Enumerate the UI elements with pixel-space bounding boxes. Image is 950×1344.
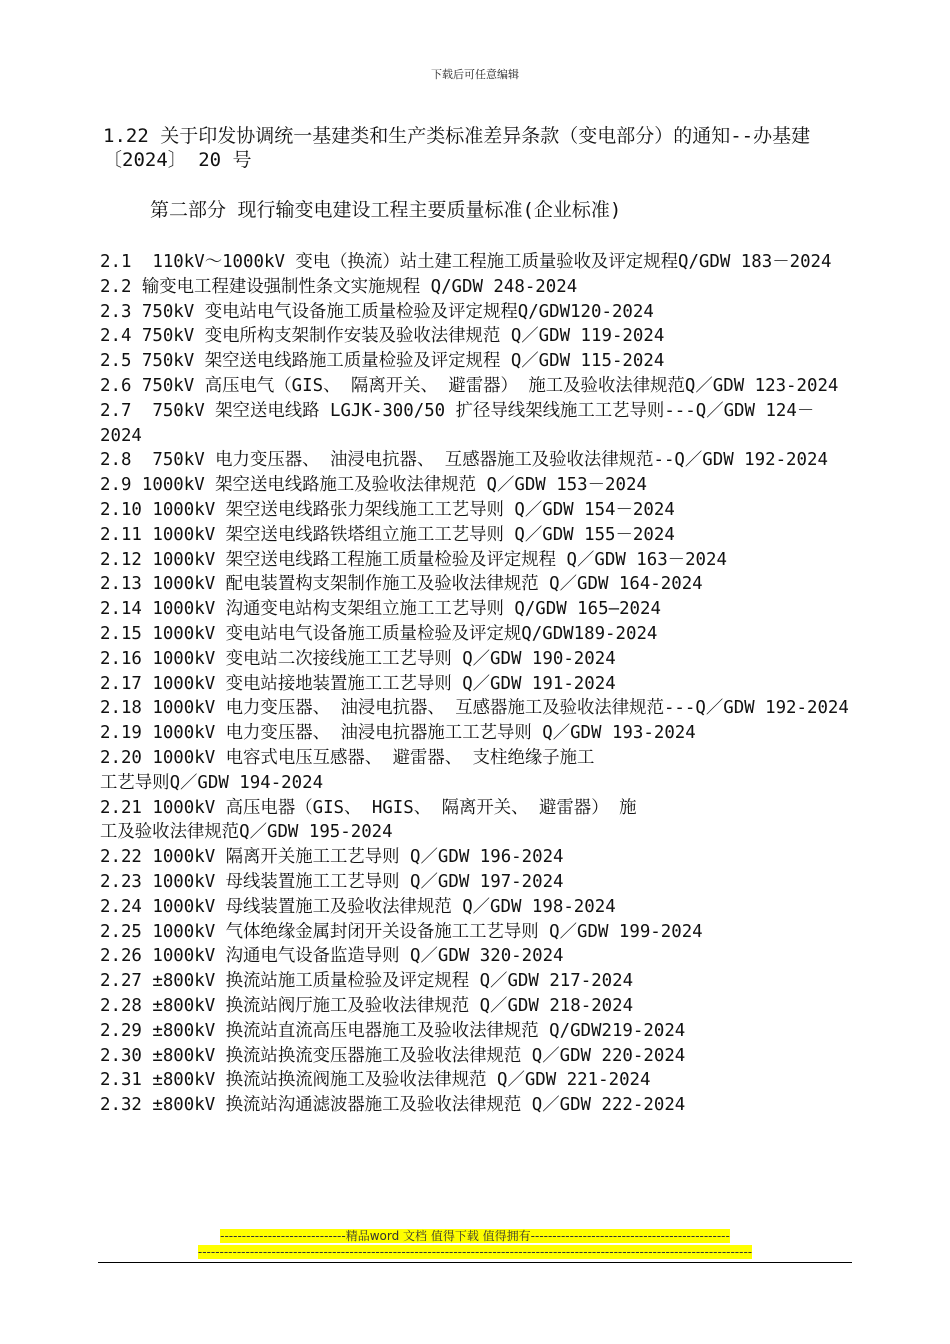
footer-rule [98, 1262, 852, 1263]
standard-item: 2.27 ±800kV 换流站施工质量检验及评定规程 Q／GDW 217-2024 [100, 971, 634, 992]
standard-item: 2.28 ±800kV 换流站阀厅施工及验收法律规范 Q／GDW 218-2024 [100, 995, 634, 1016]
standard-item: 2.29 ±800kV 换流站直流高压电器施工及验收法律规范 Q/GDW219-2024 [100, 1020, 686, 1041]
standard-item: 2.22 1000kV 隔离开关施工工艺导则 Q／GDW 196-2024 [100, 847, 564, 868]
footer-dash-text: -------------------------------------------------------------------------------------------------------------------------------- [197, 1245, 753, 1259]
standard-item: 2.7 750kV 架空送电线路 LGJK-300/50 扩径导线架线施工工艺导则---Q／GDW 124－2024 [100, 400, 815, 446]
standard-item: 2.20 1000kV 电容式电压互感器、 避雷器、 支柱绝缘子施工 工艺导则Q／GDW 194-2024 [100, 747, 595, 793]
header-note: 下载后可任意编辑 [431, 68, 519, 81]
standard-item: 2.3 750kV 变电站电气设备施工质量检验及评定规程Q/GDW120-2024 [100, 301, 654, 322]
footer-dash-line [0, 1244, 950, 1260]
standard-item: 2.1 110kV～1000kV 变电（换流）站土建工程施工质量验收及评定规程Q/GDW 183－2024 [100, 252, 832, 272]
section-title: 第二部分 现行输变电建设工程主要质量标准(企业标准) [150, 199, 622, 221]
standard-item: 2.25 1000kV 气体绝缘金属封闭开关设备施工工艺导则 Q／GDW 199-2024 [100, 921, 703, 942]
standard-item: 2.11 1000kV 架空送电线路铁塔组立施工工艺导则 Q／GDW 155－2024 [100, 524, 675, 545]
standard-item: 2.12 1000kV 架空送电线路工程施工质量检验及评定规程 Q／GDW 163－2024 [100, 549, 727, 570]
standard-item: 2.14 1000kV 沟通变电站构支架组立施工工艺导则 Q/GDW 165—2024 [100, 599, 661, 620]
standard-item: 2.2 输变电工程建设强制性条文实施规程 Q/GDW 248-2024 [100, 276, 578, 297]
standard-item: 2.31 ±800kV 换流站换流阀施工及验收法律规范 Q／GDW 221-2024 [100, 1070, 651, 1091]
standard-item: 2.21 1000kV 高压电器（GIS、 HGIS、 隔离开关、 避雷器） 施 工及验收法律规范Q／GDW 195-2024 [100, 797, 637, 843]
standard-item: 2.5 750kV 架空送电线路施工质量检验及评定规程 Q／GDW 115-2024 [100, 351, 665, 372]
standard-item: 2.26 1000kV 沟通电气设备监造导则 Q／GDW 320-2024 [100, 946, 564, 967]
standard-item: 2.17 1000kV 变电站接地装置施工工艺导则 Q／GDW 191-2024 [100, 673, 616, 694]
standard-item: 2.9 1000kV 架空送电线路施工及验收法律规范 Q／GDW 153－2024 [100, 475, 647, 496]
footer-banner [0, 1228, 950, 1244]
footer-banner-text: -----------------------------精品word 文档 值得下载 值得拥有---------------------------------------------- [220, 1229, 730, 1243]
standard-item: 2.24 1000kV 母线装置施工及验收法律规范 Q／GDW 198-2024 [100, 896, 616, 917]
standard-item: 2.32 ±800kV 换流站沟通滤波器施工及验收法律规范 Q／GDW 222-2024 [100, 1095, 686, 1116]
standard-item: 2.13 1000kV 配电装置构支架制作施工及验收法律规范 Q／GDW 164-2024 [100, 574, 703, 595]
standard-item: 2.16 1000kV 变电站二次接线施工工艺导则 Q／GDW 190-2024 [100, 648, 616, 669]
standard-item: 2.6 750kV 高压电气（GIS、 隔离开关、 避雷器） 施工及验收法律规范Q／GDW 123-2024 [100, 375, 839, 396]
standard-item: 2.19 1000kV 电力变压器、 油浸电抗器施工工艺导则 Q／GDW 193-2024 [100, 723, 696, 744]
intro-paragraph: 1.22 关于印发协调统一基建类和生产类标准差异条款（变电部分）的通知--办基建〔2024〕 20 号 [103, 125, 811, 171]
standard-item: 2.18 1000kV 电力变压器、 油浸电抗器、 互感器施工及验收法律规范---Q／GDW 192-2024 [100, 698, 849, 719]
standard-item: 2.10 1000kV 架空送电线路张力架线施工工艺导则 Q／GDW 154－2024 [100, 499, 675, 520]
standard-item: 2.30 ±800kV 换流站换流变压器施工及验收法律规范 Q／GDW 220-2024 [100, 1045, 686, 1066]
standard-item: 2.15 1000kV 变电站电气设备施工质量检验及评定规Q/GDW189-2024 [100, 623, 658, 644]
standard-item: 2.23 1000kV 母线装置施工工艺导则 Q／GDW 197-2024 [100, 871, 564, 892]
standard-item: 2.4 750kV 变电所构支架制作安装及验收法律规范 Q／GDW 119-2024 [100, 326, 665, 347]
standards-list [100, 250, 855, 1118]
standard-item: 2.8 750kV 电力变压器、 油浸电抗器、 互感器施工及验收法律规范--Q／GDW 192-2024 [100, 450, 828, 471]
